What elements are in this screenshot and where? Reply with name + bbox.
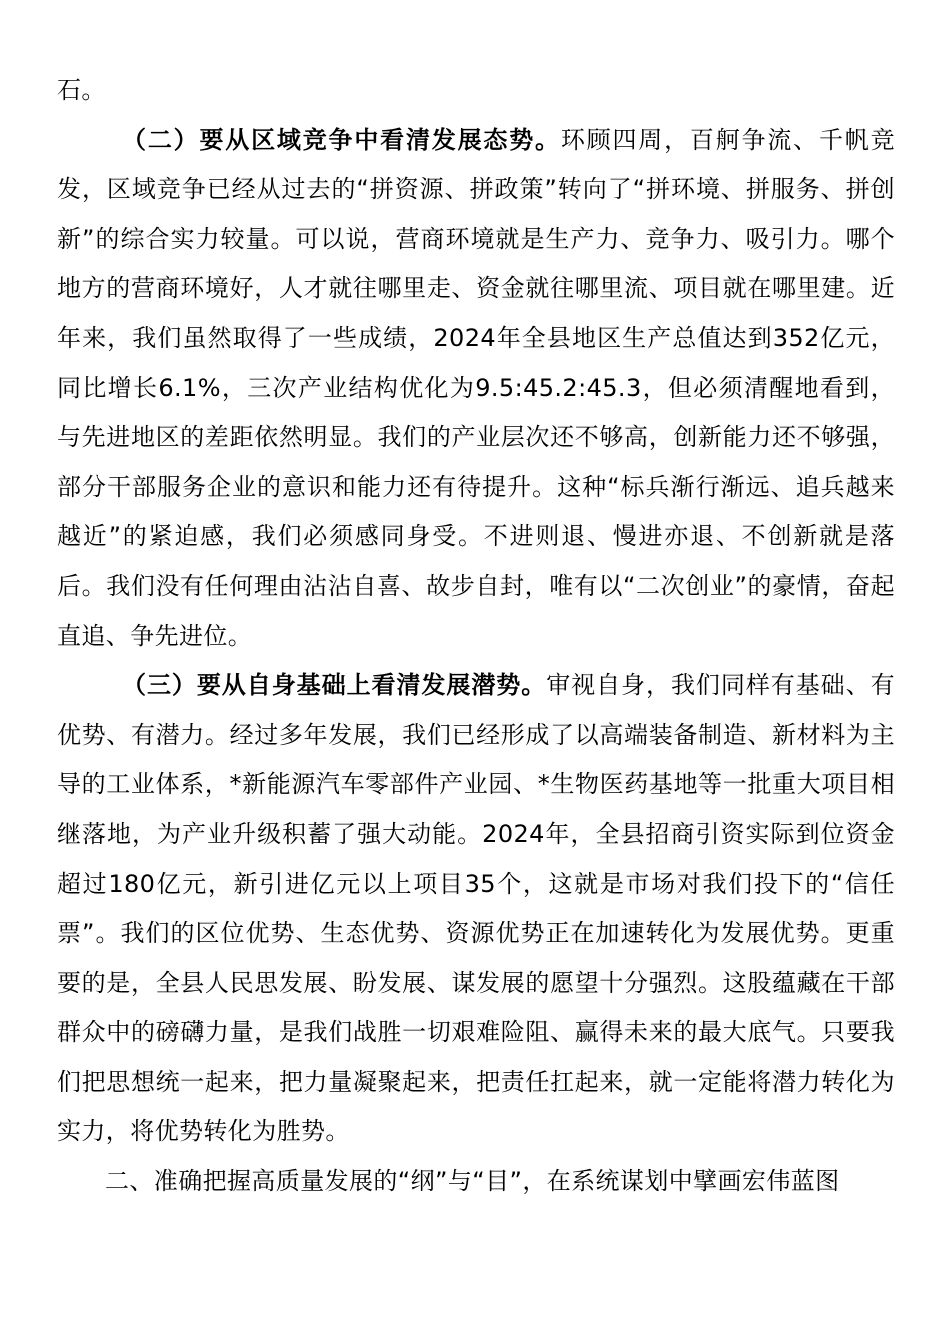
section-heading-two: （二）要从区域竞争中看清发展态势。 <box>122 125 561 154</box>
section-body-two: 环顾四周，百舸争流、千帆竞发，区域竞争已经从过去的“拼资源、拼政策”转向了“拼环境、拼服务、拼创新”的综合实力较量。可以说，营商环境就是生产力、竞争力、吸引力。哪个地方的营商环境好，人才就往哪里走、资金就往哪里流、项目就在哪里建。近年来，我们虽然取得了一些成绩，2024年全县地区生产总值达到352亿元，同比增长6.1%，三次产业结构优化为9.5:45.2:45.3，但必须清醒地看到，与先进地区的差距依然明显。我们的产业层次还不够高，创新能力还不够强，部分干部服务企业的意识和能力还有待提升。这种“标兵渐行渐远、追兵越来越近”的紧迫感，我们必须感同身受。不进则退、慢进亦退、不创新就是落后。我们没有任何理由沾沾自喜、故步自封，唯有以“二次创业”的豪情，奋起直追、争先进位。 <box>57 125 895 650</box>
chapter-two-heading: 二、准确把握高质量发展的“纲”与“目”，在系统谋划中擘画宏伟蓝图 <box>105 1167 840 1196</box>
continuation-text: 石。 <box>57 76 106 104</box>
document-page <box>57 66 895 1207</box>
paragraph-regional-competition <box>57 116 895 662</box>
section-heading-three: （三）要从自身基础上看清发展潜势。 <box>122 671 547 700</box>
paragraph-own-foundation <box>57 661 895 1157</box>
section-body-three: 审视自身，我们同样有基础、有优势、有潜力。经过多年发展，我们已经形成了以高端装备制造、新材料为主导的工业体系，*新能源汽车零部件产业园、*生物医药基地等一批重大项目相继落地，为产业升级积蓄了强大动能。2024年，全县招商引资实际到位资金超过180亿元，新引进亿元以上项目35个，这就是市场对我们投下的“信任票”。我们的区位优势、生态优势、资源优势正在加速转化为发展优势。更重要的是，全县人民思发展、盼发展、谋发展的愿望十分强烈。这股蕴藏在干部群众中的磅礴力量，是我们战胜一切艰难险阻、赢得未来的最大底气。只要我们把思想统一起来，把力量凝聚起来，把责任扛起来，就一定能将潜力转化为实力，将优势转化为胜势。 <box>57 671 895 1146</box>
paragraph-chapter-two-title <box>57 1157 895 1207</box>
paragraph-continuation <box>57 66 895 116</box>
